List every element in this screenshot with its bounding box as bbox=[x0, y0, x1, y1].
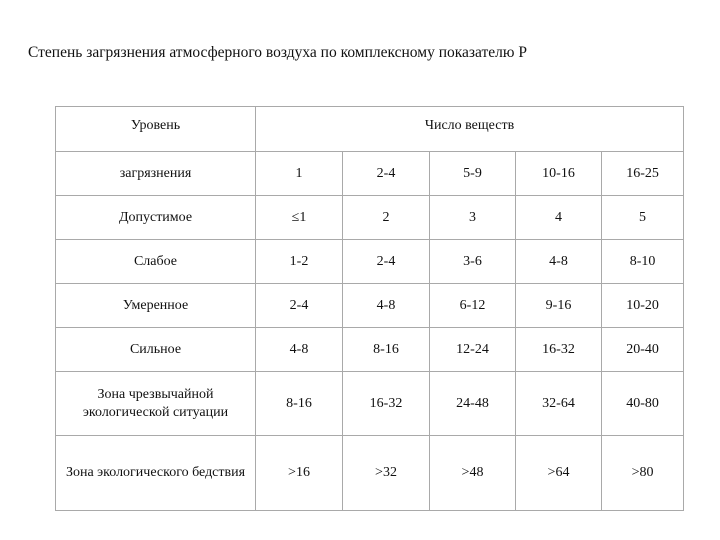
table-cell: 16-32 bbox=[343, 372, 430, 436]
row-label: Зона экологического бедствия bbox=[56, 436, 256, 511]
table-cell: 32-64 bbox=[516, 372, 602, 436]
column-header: 16-25 bbox=[602, 152, 684, 196]
level-header-bottom: загрязнения bbox=[56, 152, 256, 196]
table-cell: 10-20 bbox=[602, 284, 684, 328]
table-row bbox=[56, 240, 684, 284]
table-cell: >32 bbox=[343, 436, 430, 511]
table-cell: 8-16 bbox=[343, 328, 430, 372]
table-cell: 4-8 bbox=[516, 240, 602, 284]
table-cell: ≤1 bbox=[256, 196, 343, 240]
table-cell: >64 bbox=[516, 436, 602, 511]
table-cell: 4-8 bbox=[343, 284, 430, 328]
row-label: Умеренное bbox=[56, 284, 256, 328]
table-cell: 24-48 bbox=[430, 372, 516, 436]
table-cell: 2-4 bbox=[343, 240, 430, 284]
table-cell: 16-32 bbox=[516, 328, 602, 372]
page-title: Степень загрязнения атмосферного воздуха по комплексному показателю P bbox=[28, 44, 527, 61]
table-row bbox=[56, 372, 684, 436]
header-row-top bbox=[56, 107, 684, 152]
column-header: 2-4 bbox=[343, 152, 430, 196]
table-cell: >48 bbox=[430, 436, 516, 511]
count-header: Число веществ bbox=[256, 107, 684, 152]
table-cell: 4-8 bbox=[256, 328, 343, 372]
table-row bbox=[56, 436, 684, 511]
row-label: Допустимое bbox=[56, 196, 256, 240]
row-label: Слабое bbox=[56, 240, 256, 284]
table-cell: >80 bbox=[602, 436, 684, 511]
table-row bbox=[56, 196, 684, 240]
table-cell: 3-6 bbox=[430, 240, 516, 284]
level-header-top: Уровень bbox=[56, 107, 256, 152]
pollution-table bbox=[55, 106, 684, 511]
header-row-bottom bbox=[56, 152, 684, 196]
table-cell: 6-12 bbox=[430, 284, 516, 328]
table-cell: 12-24 bbox=[430, 328, 516, 372]
table-row bbox=[56, 328, 684, 372]
table-cell: >16 bbox=[256, 436, 343, 511]
row-label: Зона чрезвычайной экологической ситуации bbox=[56, 372, 256, 436]
table-cell: 4 bbox=[516, 196, 602, 240]
table-cell: 8-16 bbox=[256, 372, 343, 436]
table-cell: 40-80 bbox=[602, 372, 684, 436]
column-header: 10-16 bbox=[516, 152, 602, 196]
table-cell: 8-10 bbox=[602, 240, 684, 284]
table-cell: 5 bbox=[602, 196, 684, 240]
table-cell: 2 bbox=[343, 196, 430, 240]
column-header: 1 bbox=[256, 152, 343, 196]
table-cell: 20-40 bbox=[602, 328, 684, 372]
table-cell: 2-4 bbox=[256, 284, 343, 328]
table-row bbox=[56, 284, 684, 328]
row-label: Сильное bbox=[56, 328, 256, 372]
column-header: 5-9 bbox=[430, 152, 516, 196]
table-cell: 9-16 bbox=[516, 284, 602, 328]
table-cell: 3 bbox=[430, 196, 516, 240]
table-cell: 1-2 bbox=[256, 240, 343, 284]
